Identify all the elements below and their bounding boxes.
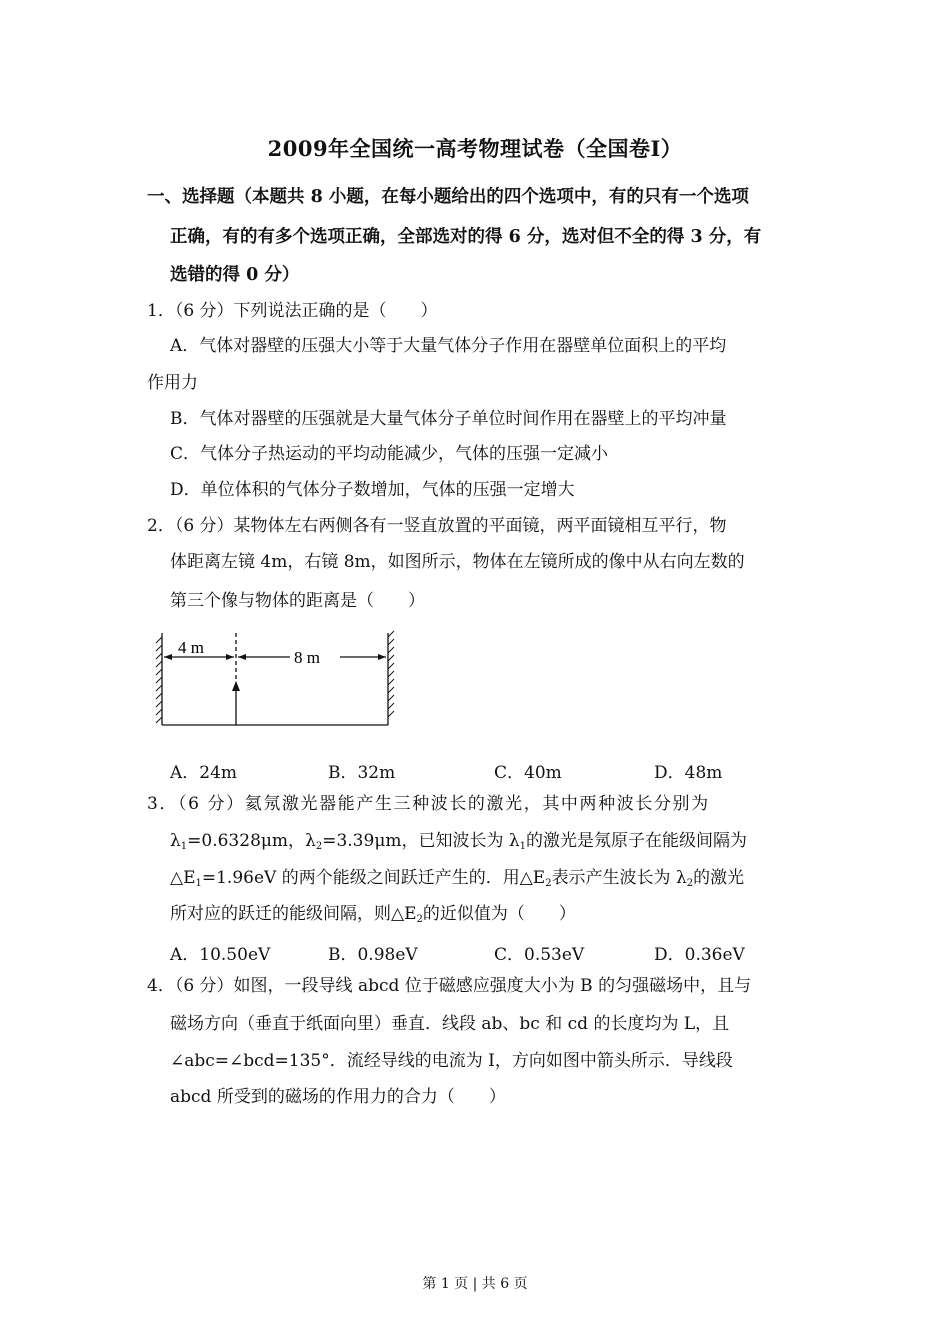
q1-option-d: D．单位体积的气体分子数增加，气体的压强一定增大 xyxy=(170,480,575,500)
q1-option-a-line1: A．气体对器壁的压强大小等于大量气体分子作用在器壁单位面积上的平均 xyxy=(170,336,727,356)
section-heading-line1: 一、选择题（本题共 8 小题，在每小题给出的四个选项中，有的只有一个选项 xyxy=(147,187,749,207)
q2-option-a: A．24m xyxy=(170,763,238,783)
q1-option-b: B．气体对器壁的压强就是大量气体分子单位时间作用在器壁上的平均冲量 xyxy=(170,409,727,429)
diagram-label-left: 4 m xyxy=(178,638,204,657)
q3-option-a: A．10.50eV xyxy=(170,945,271,965)
q2-stem-line2: 体距离左镜 4m，右镜 8m，如图所示，物体在左镜所成的像中从右向左数的 xyxy=(170,552,745,572)
q1-stem: 1．（6 分）下列说法正确的是（ ） xyxy=(147,301,438,321)
q4-stem-line1: 4．（6 分）如图，一段导线 abcd 位于磁感应强度大小为 B 的匀强磁场中，且与 xyxy=(147,976,752,996)
q3-stem-line3: $\triangle E_1=1.96eV$ 的两个能级之间跃迁产生的．用$\triangle E_2$表示产生波长为 $\lambda_2$的激光 xyxy=(170,868,745,889)
q4-stem-line3: ∠abc=∠bcd=135°．流经导线的电流为 I，方向如图中箭头所示．导线段 xyxy=(170,1051,733,1071)
q2-stem-line1: 2．（6 分）某物体左右两侧各有一竖直放置的平面镜，两平面镜相互平行，物 xyxy=(147,516,727,536)
q4-stem-line4: abcd 所受到的磁场的作用力的合力（ ） xyxy=(170,1087,506,1107)
q3-option-d: D．0.36eV xyxy=(654,945,745,965)
q2-option-d: D．48m xyxy=(654,763,723,783)
section-heading-line2: 正确，有的有多个选项正确，全部选对的得 6 分，选对但不全的得 3 分，有 xyxy=(170,227,762,247)
q1-option-c: C．气体分子热运动的平均动能减少，气体的压强一定减小 xyxy=(170,444,609,464)
diagram-label-right: 8 m xyxy=(294,648,320,667)
q3-stem-line2: $\lambda_1=0.6328\mu m$，$\lambda_2=3.39\mu m$，已知波长为 $\lambda_1$的激光是氖原子在能级间隔为 xyxy=(170,831,748,852)
q1-option-a-line2: 作用力 xyxy=(147,373,198,393)
q2-option-c: C．40m xyxy=(494,763,562,783)
q3-stem-line1: 3．（6 分）氦氖激光器能产生三种波长的激光，其中两种波长分别为 xyxy=(147,794,710,814)
q4-stem-line2: 磁场方向（垂直于纸面向里）垂直．线段 ab、bc 和 cd 的长度均为 L，且 xyxy=(170,1014,730,1034)
section-heading-line3: 选错的得 0 分） xyxy=(170,265,300,285)
page-title: 2009年全国统一高考物理试卷（全国卷Ⅰ） xyxy=(267,136,683,161)
q2-option-b: B．32m xyxy=(328,763,396,783)
q2-stem-line3: 第三个像与物体的距离是（ ） xyxy=(170,591,425,611)
q3-stem-line4: 所对应的跃迁的能级间隔，则$\triangle E_2$的近似值为（ ） xyxy=(170,904,576,925)
q3-option-c: C．0.53eV xyxy=(494,945,585,965)
mirror-diagram xyxy=(150,625,410,735)
q3-option-b: B．0.98eV xyxy=(328,945,418,965)
page-footer: 第 1 页 | 共 6 页 xyxy=(422,1276,528,1292)
